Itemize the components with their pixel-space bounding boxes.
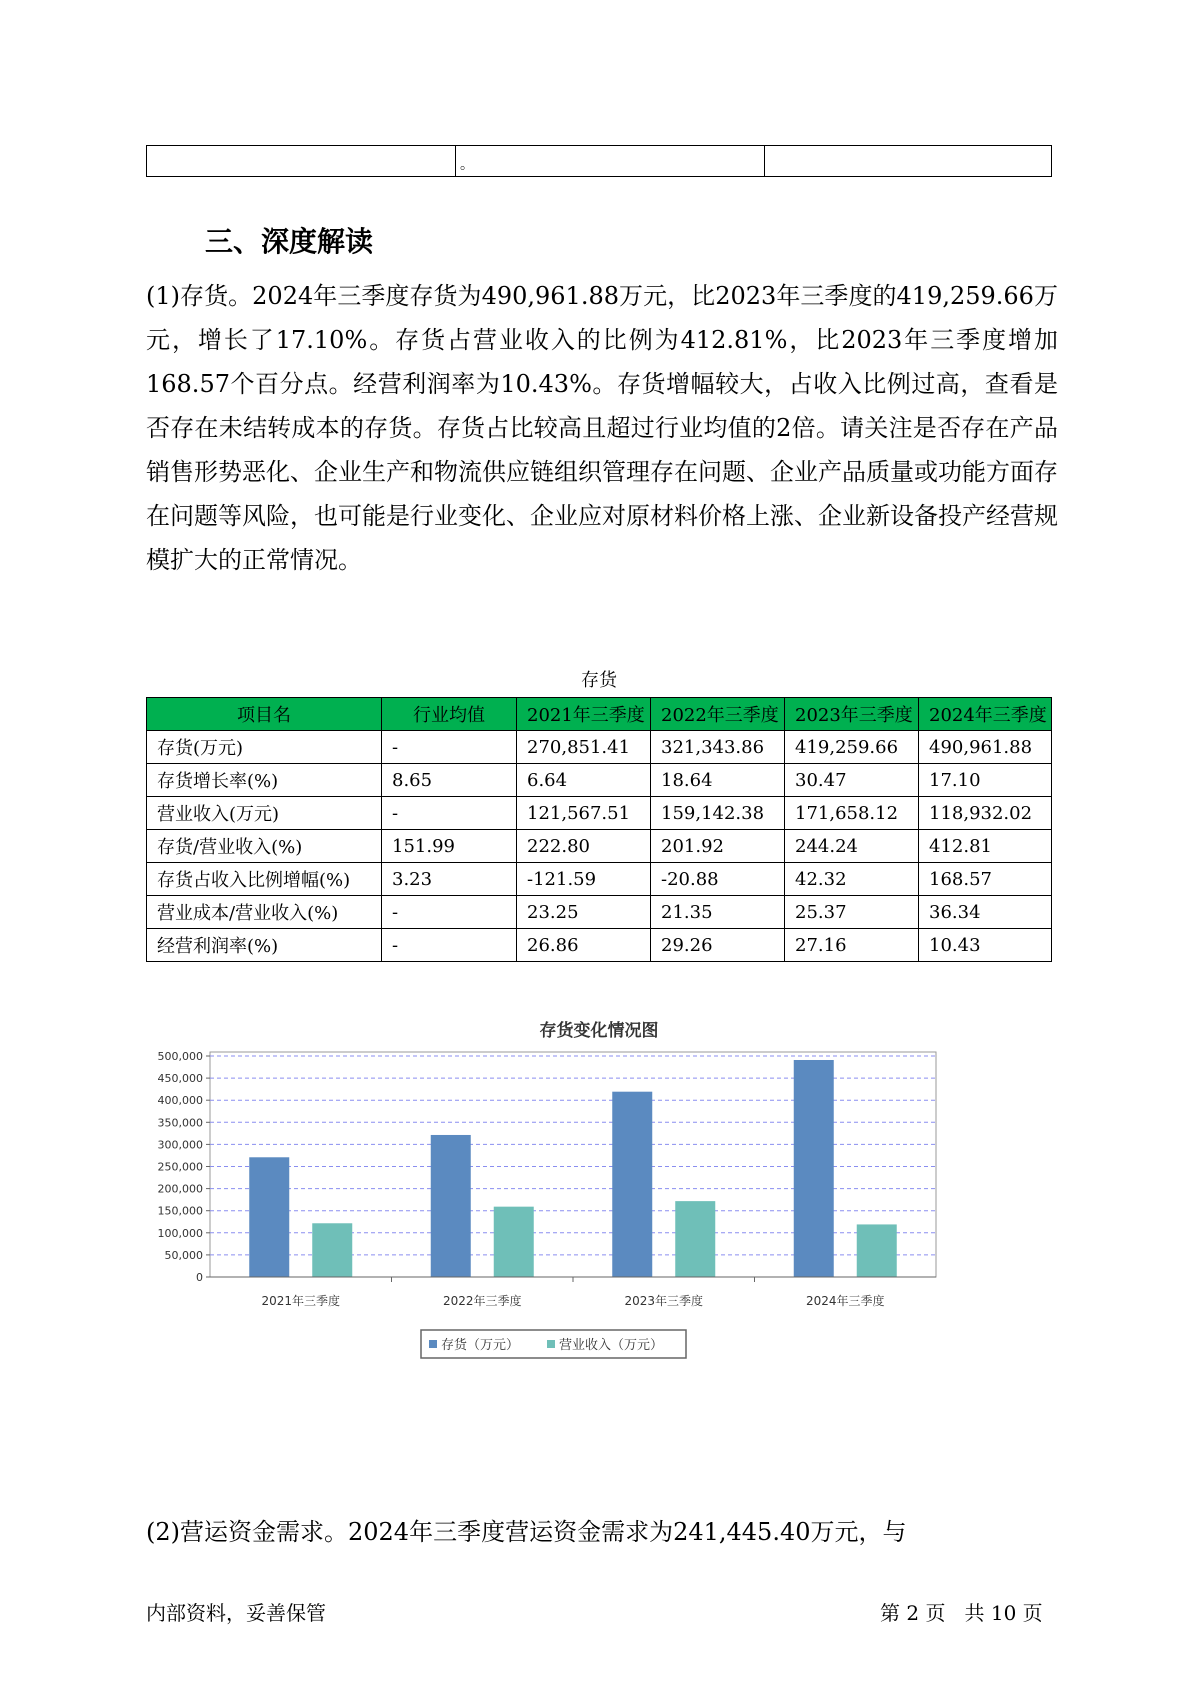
table-cell (765, 146, 1052, 177)
working-capital-paragraph: (2)营运资金需求。2024年三季度营运资金需求为241,445.40万元，与 (146, 1518, 907, 1546)
y-tick-label: 150,000 (157, 1204, 203, 1218)
bar (431, 1135, 471, 1277)
x-tick-label: 2024年三季度 (805, 1294, 885, 1308)
y-tick-label: 300,000 (157, 1138, 203, 1152)
table-cell: 412.81 (919, 830, 1052, 863)
table-cell: 25.37 (785, 896, 919, 929)
top-table-fragment (146, 145, 1052, 177)
table-cell: - (382, 731, 517, 764)
bar (857, 1224, 897, 1277)
table-cell: 27.16 (785, 929, 919, 962)
table-cell: 222.80 (517, 830, 651, 863)
y-tick-label: 350,000 (157, 1116, 203, 1130)
table-cell: 490,961.88 (919, 731, 1052, 764)
table-cell: - (382, 797, 517, 830)
x-tick-label: 2021年三季度 (261, 1294, 341, 1308)
table-caption: 存货 (581, 670, 617, 691)
table-cell: 23.25 (517, 896, 651, 929)
table-cell (147, 146, 456, 177)
bar (675, 1201, 715, 1277)
y-tick-label: 250,000 (157, 1160, 203, 1174)
table-cell: 存货(万元) (147, 731, 382, 764)
table-row (147, 929, 1052, 962)
x-tick-label: 2022年三季度 (442, 1294, 522, 1308)
table-row (147, 146, 1052, 177)
bar (312, 1223, 352, 1277)
column-header: 2022年三季度 (651, 698, 785, 731)
table-cell: 17.10 (919, 764, 1052, 797)
table-cell: 存货占收入比例增幅(%) (147, 863, 382, 896)
footer-confidential-note: 内部资料，妥善保管 (146, 1601, 326, 1625)
table-row (147, 896, 1052, 929)
table-cell: 。 (456, 146, 765, 177)
table-row (147, 731, 1052, 764)
bar (249, 1157, 289, 1277)
chart-svg (146, 1010, 1052, 1470)
table-row (147, 863, 1052, 896)
table-cell: 121,567.51 (517, 797, 651, 830)
table-cell: -121.59 (517, 863, 651, 896)
table-cell: 270,851.41 (517, 731, 651, 764)
legend-swatch (547, 1340, 555, 1348)
table-cell: 30.47 (785, 764, 919, 797)
chart-bars (249, 1060, 897, 1277)
table-cell: 244.24 (785, 830, 919, 863)
y-tick-label: 0 (196, 1271, 203, 1284)
table-cell: 8.65 (382, 764, 517, 797)
column-header: 行业均值 (382, 698, 517, 731)
inventory-table (146, 697, 1052, 962)
column-header: 2024年三季度 (919, 698, 1052, 731)
table-cell: 21.35 (651, 896, 785, 929)
table-cell: 321,343.86 (651, 731, 785, 764)
table-cell: 26.86 (517, 929, 651, 962)
legend-label: 存货（万元） (441, 1338, 520, 1353)
legend-label: 营业收入（万元） (559, 1338, 664, 1353)
table-cell: 6.64 (517, 764, 651, 797)
table-cell: 3.23 (382, 863, 517, 896)
y-tick-label: 50,000 (164, 1248, 203, 1262)
table-cell: 18.64 (651, 764, 785, 797)
table-row (147, 797, 1052, 830)
table-cell: 42.32 (785, 863, 919, 896)
section-title: 三、深度解读 (205, 225, 374, 258)
table-cell: - (382, 929, 517, 962)
column-header: 项目名 (147, 698, 382, 731)
table-cell: 201.92 (651, 830, 785, 863)
column-header: 2023年三季度 (785, 698, 919, 731)
y-tick-label: 100,000 (157, 1226, 203, 1240)
inventory-paragraph: (1)存货。2024年三季度存货为490,961.88万元，比2023年三季度的419,259.66万元，增长了17.10%。存货占营业收入的比例为412.81%，比2023年三季度增加168.57个百分点。经营利润率为10.43%。存货增幅较大，占收入比例过高，查看是否存在未结转成本的存货。存货占比较高且超过行业均值的2倍。请关注是否存在产品销售形势恶化、企业生产和物流供应链组织管理存在问题、企业产品质量或功能方面存在问题等风险，也可能是行业变化、企业应对原材料价格上涨、企业新设备投产经营规模扩大的正常情况。 (146, 282, 1058, 574)
x-tick-label: 2023年三季度 (624, 1294, 704, 1308)
table-cell: 经营利润率(%) (147, 929, 382, 962)
table-row (147, 830, 1052, 863)
chart-title: 存货变化情况图 (539, 1021, 659, 1041)
legend-swatch (429, 1340, 437, 1348)
y-tick-label: 500,000 (157, 1050, 203, 1063)
table-cell: -20.88 (651, 863, 785, 896)
table-cell: 419,259.66 (785, 731, 919, 764)
table-cell: 36.34 (919, 896, 1052, 929)
table-cell: 存货增长率(%) (147, 764, 382, 797)
table-cell: 存货/营业收入(%) (147, 830, 382, 863)
y-tick-label: 450,000 (157, 1072, 203, 1086)
table-cell: 159,142.38 (651, 797, 785, 830)
table-body (147, 731, 1052, 962)
table-row (147, 764, 1052, 797)
column-header: 2021年三季度 (517, 698, 651, 731)
table-cell: 10.43 (919, 929, 1052, 962)
table-cell: 151.99 (382, 830, 517, 863)
table-header-row (147, 698, 1052, 731)
table-cell: 营业成本/营业收入(%) (147, 896, 382, 929)
bar (794, 1060, 834, 1277)
table-cell: 营业收入(万元) (147, 797, 382, 830)
table-cell: 118,932.02 (919, 797, 1052, 830)
table-cell: 171,658.12 (785, 797, 919, 830)
table-cell: 29.26 (651, 929, 785, 962)
y-tick-label: 400,000 (157, 1094, 203, 1108)
y-tick-label: 200,000 (157, 1182, 203, 1196)
table-cell: - (382, 896, 517, 929)
inventory-chart (146, 1010, 1052, 1470)
chart-legend (421, 1330, 686, 1358)
bar (494, 1207, 534, 1277)
table-cell: 168.57 (919, 863, 1052, 896)
bar (612, 1092, 652, 1277)
footer-page-number: 第 2 页 共 10 页 (880, 1601, 1043, 1625)
